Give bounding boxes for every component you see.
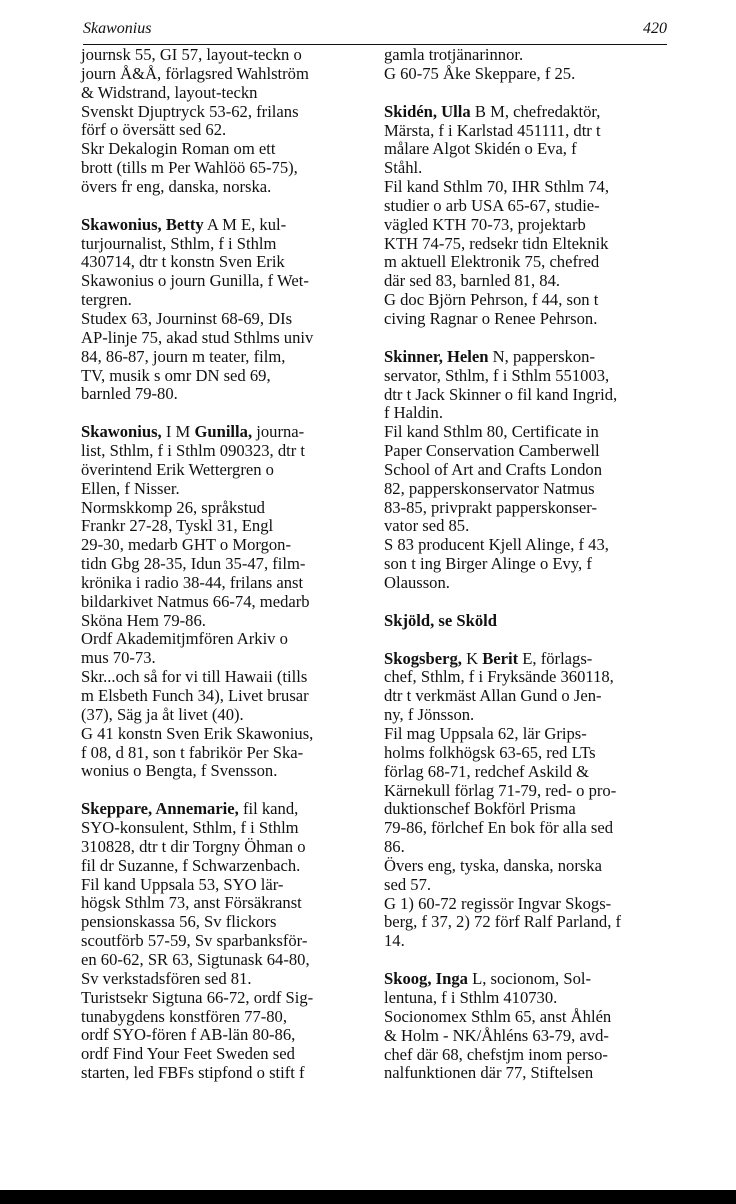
entry-text: civing Ragnar o Renee Pehrson. bbox=[384, 308, 598, 328]
entry-line bbox=[384, 876, 674, 895]
entry-line bbox=[81, 348, 371, 367]
entry-line bbox=[384, 744, 674, 763]
entry-line bbox=[81, 989, 371, 1008]
entry-line bbox=[81, 103, 371, 122]
entry-line bbox=[384, 1027, 674, 1046]
entry-text: tidn Gbg 28-35, Idun 35-47, film- bbox=[81, 554, 306, 574]
entry-line bbox=[81, 894, 371, 913]
entry-text: berg, f 37, 2) 72 förf Ralf Parland, f bbox=[384, 912, 622, 932]
entry-text: I M bbox=[161, 422, 195, 442]
entry-line bbox=[384, 1046, 674, 1065]
entry-text: Turistsekr Sigtuna 66-72, ordf Sig- bbox=[81, 987, 314, 1007]
entry-line bbox=[384, 612, 674, 631]
entry-line bbox=[81, 932, 371, 951]
entry-text: B M, chefredaktör, bbox=[470, 101, 601, 121]
entry-line bbox=[384, 367, 674, 386]
entry-line bbox=[81, 951, 371, 970]
entry-text: nalfunktionen där 77, Stiftelsen bbox=[384, 1063, 594, 1083]
entry-line bbox=[81, 838, 371, 857]
entry bbox=[384, 650, 674, 952]
entry-headword: Skeppare, Annemarie, bbox=[81, 799, 239, 819]
entry-line bbox=[384, 291, 674, 310]
entry bbox=[81, 423, 371, 781]
entry-text: Fil kand Sthlm 70, IHR Sthlm 74, bbox=[384, 177, 609, 197]
entry-line bbox=[81, 725, 371, 744]
entry-text: Ellen, f Nisser. bbox=[81, 478, 180, 498]
entry-line bbox=[81, 536, 371, 555]
entry-text: ordf Find Your Feet Sweden sed bbox=[81, 1044, 295, 1064]
entry-line bbox=[81, 367, 371, 386]
entry-line bbox=[384, 461, 674, 480]
entry-text: Fil kand Uppsala 53, SYO lär- bbox=[81, 874, 284, 894]
entry-text: m Elsbeth Funch 34), Livet brusar bbox=[81, 686, 309, 705]
entry-text: Märsta, f i Karlstad 451111, dtr t bbox=[384, 120, 601, 140]
entry-line bbox=[81, 1026, 371, 1045]
entry-text: Skr Dekalogin Roman om ett bbox=[81, 139, 276, 159]
entry-text: ny, f Jönsson. bbox=[384, 705, 475, 725]
entry-text: tergren. bbox=[81, 290, 132, 310]
entry-line bbox=[384, 253, 674, 272]
entry-text: 84, 86-87, journ m teater, film, bbox=[81, 346, 286, 366]
entry-text: förlag 68-71, redchef Askild & bbox=[384, 761, 590, 781]
entry-text: Sv verkstadsfören sed 81. bbox=[81, 968, 252, 988]
entry-line bbox=[81, 593, 371, 612]
entry-line bbox=[384, 140, 674, 159]
entry-text: Socionomex Sthlm 65, anst Åhlén bbox=[384, 1006, 612, 1026]
entry-text: KTH 74-75, redsekr tidn Elteknik bbox=[384, 233, 609, 253]
entry-line bbox=[384, 687, 674, 706]
entry-text: scoutförb 57-59, Sv sparbanksför- bbox=[81, 931, 308, 951]
running-head: Skawonius bbox=[83, 20, 152, 37]
entry bbox=[81, 46, 371, 197]
entry-line bbox=[81, 140, 371, 159]
entry-line bbox=[384, 536, 674, 555]
entry-line bbox=[81, 668, 371, 687]
entry-line bbox=[384, 819, 674, 838]
entry-text: G doc Björn Pehrson, f 44, son t bbox=[384, 290, 599, 310]
entry-text: ordf SYO-fören f AB-län 80-86, bbox=[81, 1025, 296, 1045]
entry-text: överintend Erik Wettergren o bbox=[81, 459, 274, 479]
right-column bbox=[384, 46, 674, 1102]
entry-line bbox=[384, 103, 674, 122]
entry-text: dtr t Jack Skinner o fil kand Ingrid, bbox=[384, 384, 618, 404]
entry-text: förf o översätt sed 62. bbox=[81, 120, 227, 140]
entry-text: 82, papperskonservator Natmus bbox=[384, 478, 595, 498]
entry-text: journ Å&Å, förlagsred Wahlström bbox=[81, 63, 309, 83]
entry-text: 29-30, medarb GHT o Morgon- bbox=[81, 535, 292, 555]
entry-line bbox=[81, 517, 371, 536]
entry-text: E, förlags- bbox=[518, 648, 593, 668]
entry-headword: Berit bbox=[482, 648, 519, 668]
entry-line bbox=[81, 272, 371, 291]
entry-line bbox=[81, 1064, 371, 1083]
entry-line bbox=[384, 404, 674, 423]
entry-headword: Skoog, Inga bbox=[384, 969, 468, 989]
entry-text: servator, Sthlm, f i Sthlm 551003, bbox=[384, 365, 610, 385]
entry-text: lentuna, f i Sthlm 410730. bbox=[384, 987, 558, 1007]
entry-text: Paper Conservation Camberwell bbox=[384, 441, 600, 461]
left-column bbox=[81, 46, 371, 1102]
entry-line bbox=[81, 687, 371, 706]
entry-line bbox=[81, 178, 371, 197]
entry-text: K bbox=[461, 648, 483, 668]
entry-text: dtr t verkmäst Allan Gund o Jen- bbox=[384, 686, 602, 706]
entry bbox=[384, 103, 674, 329]
entry-line bbox=[384, 423, 674, 442]
entry-text: sed 57. bbox=[384, 874, 432, 894]
entry-text: 83-85, privprakt papperskonser- bbox=[384, 497, 598, 517]
entry-headword: Skidén, Ulla bbox=[384, 101, 471, 121]
entry-line bbox=[81, 291, 371, 310]
entry-line bbox=[81, 1045, 371, 1064]
entry-text: TV, musik s omr DN sed 69, bbox=[81, 365, 271, 385]
entry-line bbox=[384, 574, 674, 593]
entry-line bbox=[384, 895, 674, 914]
entry-text: studier o arb USA 65-67, studie- bbox=[384, 195, 600, 215]
entry-line bbox=[81, 385, 371, 404]
entry-text: Övers eng, tyska, danska, norska bbox=[384, 855, 602, 875]
entry-line bbox=[384, 197, 674, 216]
entry-text: Ståhl. bbox=[384, 158, 423, 178]
entry-text: L, socionom, Sol- bbox=[467, 969, 592, 989]
entry-line bbox=[384, 442, 674, 461]
entry-line bbox=[81, 819, 371, 838]
entry bbox=[81, 800, 371, 1083]
entry-line bbox=[81, 970, 371, 989]
entry-text: journsk 55, GI 57, layout-teckn o bbox=[81, 45, 302, 64]
entry-text: bildarkivet Natmus 66-74, medarb bbox=[81, 591, 310, 611]
entry-text: m aktuell Elektronik 75, chefred bbox=[384, 252, 600, 272]
entry-line bbox=[384, 650, 674, 669]
entry-line bbox=[81, 121, 371, 140]
entry-line bbox=[384, 178, 674, 197]
entry-line bbox=[384, 725, 674, 744]
entry-headword: Skawonius, Betty bbox=[81, 214, 204, 234]
entry-line bbox=[81, 857, 371, 876]
entry-text: starten, led FBFs stipfond o stift f bbox=[81, 1063, 305, 1083]
entry-line bbox=[81, 423, 371, 442]
entry-line bbox=[384, 555, 674, 574]
entry-line bbox=[81, 574, 371, 593]
entry bbox=[384, 970, 674, 1083]
entry-line bbox=[81, 1008, 371, 1027]
entry-line bbox=[81, 744, 371, 763]
entry-line bbox=[384, 857, 674, 876]
entry-text: G 41 konstn Sven Erik Skawonius, bbox=[81, 723, 314, 743]
entry-line bbox=[384, 386, 674, 405]
scan-edge bbox=[0, 1190, 736, 1204]
entry bbox=[81, 216, 371, 404]
entry-line bbox=[384, 782, 674, 801]
entry-text: chef där 68, chefstjm inom perso- bbox=[384, 1044, 608, 1064]
entry-text: G 1) 60-72 regissör Ingvar Skogs- bbox=[384, 893, 612, 913]
entry-text: brott (tills m Per Wahlöö 65-75), bbox=[81, 158, 298, 178]
entry-text: G 60-75 Åke Skeppare, f 25. bbox=[384, 63, 576, 83]
entry-text: tunabygdens konstfören 77-80, bbox=[81, 1006, 288, 1026]
entry-line bbox=[81, 235, 371, 254]
entry-text: f Haldin. bbox=[384, 403, 443, 423]
entry-text: wonius o Bengta, f Svensson. bbox=[81, 761, 278, 781]
entry-text: f 08, d 81, son t fabrikör Per Ska- bbox=[81, 742, 304, 762]
entry bbox=[384, 46, 674, 84]
entry-text: 310828, dtr t dir Torgny Öhman o bbox=[81, 836, 306, 856]
entry-text: där sed 83, barnled 81, 84. bbox=[384, 271, 561, 291]
entry-line bbox=[384, 989, 674, 1008]
entry-line bbox=[81, 46, 371, 65]
entry-line bbox=[384, 517, 674, 536]
entry-line bbox=[81, 461, 371, 480]
entry-text: fil kand, bbox=[238, 799, 299, 819]
entry-text: A M E, kul- bbox=[203, 214, 287, 234]
entry-line bbox=[81, 649, 371, 668]
entry-text: Ordf Akademitjmfören Arkiv o bbox=[81, 629, 288, 649]
entry-text: Sköna Hem 79-86. bbox=[81, 610, 206, 630]
entry-text: 14. bbox=[384, 931, 405, 951]
entry-text: son t ing Birger Alinge o Evy, f bbox=[384, 554, 592, 574]
entry-text: AP-linje 75, akad stud Sthlms univ bbox=[81, 327, 314, 347]
entry-line bbox=[81, 65, 371, 84]
entry-text: högsk Sthlm 73, anst Försäkranst bbox=[81, 893, 302, 913]
entry-line bbox=[384, 348, 674, 367]
entry-line bbox=[384, 216, 674, 235]
entry-line bbox=[81, 442, 371, 461]
entry-line bbox=[81, 329, 371, 348]
entry-line bbox=[81, 913, 371, 932]
entry bbox=[384, 348, 674, 593]
entry-text: 86. bbox=[384, 837, 405, 857]
entry-text: SYO-konsulent, Sthlm, f i Sthlm bbox=[81, 818, 299, 838]
entry-line bbox=[384, 65, 674, 84]
entry-headword: Gunilla, bbox=[194, 422, 253, 442]
entry-text: holms folkhögsk 63-65, red LTs bbox=[384, 742, 596, 762]
entry-text: krönika i radio 38-44, frilans anst bbox=[81, 572, 304, 592]
entry-text: vator sed 85. bbox=[384, 516, 470, 536]
entry-line bbox=[384, 706, 674, 725]
entry-text: Fil kand Sthlm 80, Certificate in bbox=[384, 422, 599, 442]
entry-line bbox=[384, 913, 674, 932]
entry-text: mus 70-73. bbox=[81, 648, 156, 668]
entry-text: gamla trotjänarinnor. bbox=[384, 45, 524, 64]
entry-text: chef, Sthlm, f i Fryksände 360118, bbox=[384, 667, 614, 687]
entry-text: målare Algot Skidén o Eva, f bbox=[384, 139, 577, 159]
entry-headword: Skinner, Helen bbox=[384, 346, 489, 366]
entry-text: Skr...och så for vi till Hawaii (tills bbox=[81, 667, 308, 687]
entry-line bbox=[81, 630, 371, 649]
entry-text: en 60-62, SR 63, Sigtunask 64-80, bbox=[81, 949, 310, 969]
entry-text: Fil mag Uppsala 62, lär Grips- bbox=[384, 724, 587, 743]
entry-line bbox=[81, 310, 371, 329]
entry-text: Frankr 27-28, Tyskl 31, Engl bbox=[81, 516, 274, 536]
entry-text: vägled KTH 70-73, projektarb bbox=[384, 214, 586, 234]
entry-line bbox=[384, 159, 674, 178]
entry-line bbox=[81, 499, 371, 518]
entry-line bbox=[81, 800, 371, 819]
page-number: 420 bbox=[643, 20, 667, 37]
entry-line bbox=[384, 1064, 674, 1083]
entry-line bbox=[384, 800, 674, 819]
entry-line bbox=[384, 1008, 674, 1027]
entry-line bbox=[81, 159, 371, 178]
entry-text: övers fr eng, danska, norska. bbox=[81, 176, 272, 196]
entry-line bbox=[81, 612, 371, 631]
entry-text: Olausson. bbox=[384, 572, 450, 592]
entry-text: Skawonius o journ Gunilla, f Wet- bbox=[81, 271, 309, 291]
entry-line bbox=[81, 706, 371, 725]
entry-line bbox=[81, 762, 371, 781]
entry-text: Normskkomp 26, språkstud bbox=[81, 497, 265, 517]
entry-text: Studex 63, Journinst 68-69, DIs bbox=[81, 308, 293, 328]
entry-line bbox=[384, 838, 674, 857]
entry-line bbox=[384, 480, 674, 499]
entry-text: & Widstrand, layout-teckn bbox=[81, 82, 258, 102]
page-header bbox=[83, 16, 667, 45]
entry-text: N, papperskon- bbox=[488, 346, 595, 366]
entry-text: (37), Säg ja åt livet (40). bbox=[81, 704, 244, 724]
entry-line bbox=[384, 932, 674, 951]
entry-line bbox=[81, 555, 371, 574]
entry-headword: Skogsberg, bbox=[384, 648, 462, 668]
entry-text: fil dr Suzanne, f Schwarzenbach. bbox=[81, 855, 301, 875]
entry-headword: Skawonius, bbox=[81, 422, 162, 442]
entry-line bbox=[384, 235, 674, 254]
entry-text: Svenskt Djuptryck 53-62, frilans bbox=[81, 101, 299, 121]
entry-line bbox=[81, 876, 371, 895]
entry-text: S 83 producent Kjell Alinge, f 43, bbox=[384, 535, 609, 555]
entry-line bbox=[81, 84, 371, 103]
entry-text: list, Sthlm, f i Sthlm 090323, dtr t bbox=[81, 441, 306, 461]
entry-text: 430714, dtr t konstn Sven Erik bbox=[81, 252, 285, 272]
entry-line bbox=[81, 480, 371, 499]
entry-headword: Skjöld, se Sköld bbox=[384, 610, 497, 630]
entry-text: journa- bbox=[252, 422, 305, 442]
entry-text: School of Art and Crafts London bbox=[384, 459, 602, 479]
entry-text: 79-86, förlchef En bok för alla sed bbox=[384, 818, 614, 838]
entry-line bbox=[81, 253, 371, 272]
entry-text: Kärnekull förlag 71-79, red- o pro- bbox=[384, 780, 617, 800]
entry-text: duktionschef Bokförl Prisma bbox=[384, 799, 576, 819]
entry-line bbox=[384, 970, 674, 989]
entry-text: pensionskassa 56, Sv flickors bbox=[81, 912, 277, 932]
entry-line bbox=[384, 668, 674, 687]
entry-line bbox=[384, 310, 674, 329]
entry-text: barnled 79-80. bbox=[81, 384, 178, 404]
entry-line bbox=[384, 763, 674, 782]
entry-line bbox=[384, 499, 674, 518]
entry-text: turjournalist, Sthlm, f i Sthlm bbox=[81, 233, 277, 253]
entry bbox=[384, 612, 674, 631]
entry-text: & Holm - NK/Åhléns 63-79, avd- bbox=[384, 1025, 609, 1045]
entry-line bbox=[384, 122, 674, 141]
entry-line bbox=[384, 46, 674, 65]
entry-line bbox=[384, 272, 674, 291]
entry-line bbox=[81, 216, 371, 235]
